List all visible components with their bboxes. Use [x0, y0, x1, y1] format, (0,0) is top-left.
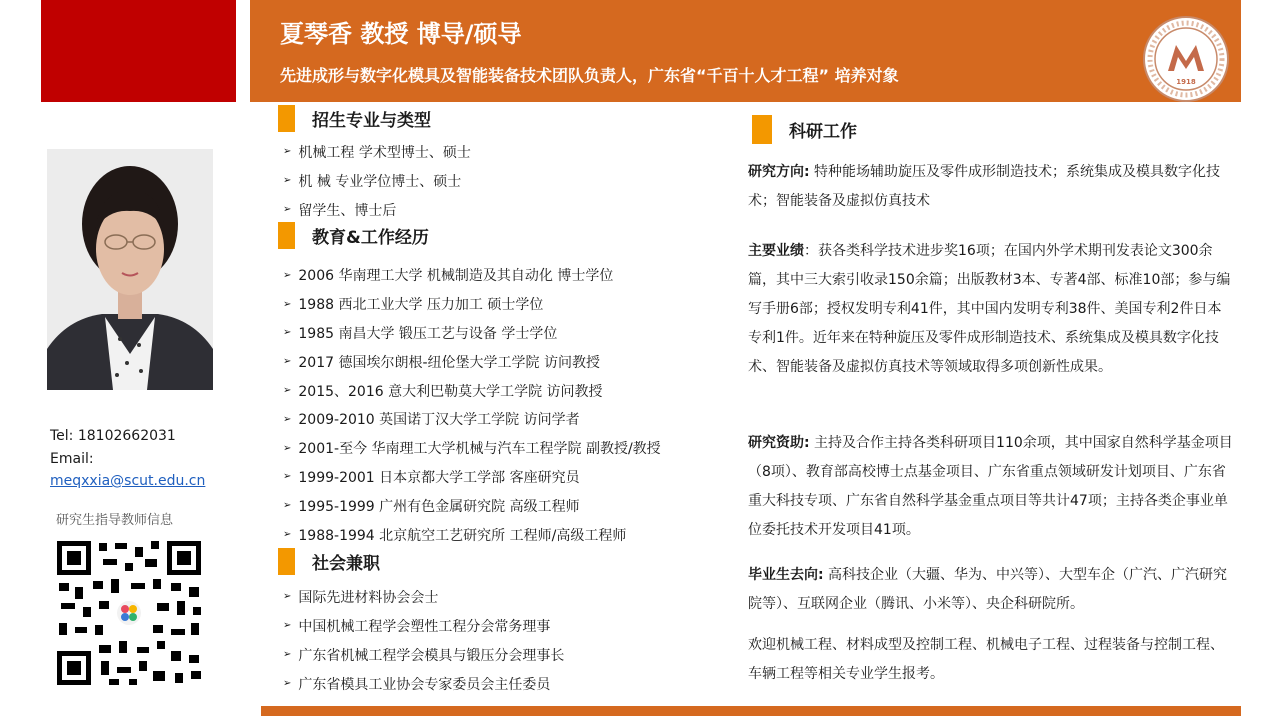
arrow-bullet-icon: ➢: [283, 591, 292, 602]
list-item: ➢ 机 械 专业学位博士、硕士: [283, 173, 462, 190]
list-item: ➢ 2015、2016 意大利巴勒莫大学工学院 访问教授: [283, 383, 603, 400]
list-item: ➢ 2017 德国埃尔朗根-纽伦堡大学工学院 访问教授: [283, 354, 600, 371]
list-item: ➢ 1988 西北工业大学 压力加工 硕士学位: [283, 297, 544, 314]
social-list: [283, 582, 564, 698]
arrow-bullet-icon: ➢: [283, 529, 292, 541]
section-title: 科研工作: [789, 122, 857, 142]
section-research: [752, 115, 857, 144]
list-item: ➢ 1995-1999 广州有色金属研究院 高级工程师: [283, 498, 580, 515]
section-title: 教育&工作经历: [312, 228, 429, 248]
tel-text: Tel: 18102662031: [50, 428, 176, 444]
list-item: ➢ 广东省机械工程学会模具与锻压分会理事长: [283, 647, 565, 664]
list-item: ➢ 留学生、博士后: [283, 202, 397, 219]
arrow-bullet-icon: ➢: [283, 385, 292, 397]
arrow-bullet-icon: ➢: [283, 204, 292, 215]
list-item: ➢ 2006 华南理工大学 机械制造及其自动化 博士学位: [283, 268, 614, 285]
education-list: [283, 261, 661, 549]
page-subtitle: 先进成形与数字化模具及智能装备技术团队负责人，广东省“千百十人才工程” 培养对象: [280, 66, 899, 85]
section-marker: [278, 222, 295, 249]
arrow-bullet-icon: ➢: [283, 356, 292, 368]
admission-list: [283, 137, 471, 224]
research-achievements: 主要业绩：获各类科学技术进步奖16项；在国内外学术期刊发表论文300余篇，其中三大索引收录150余篇；出版教材3本、专著4部、标准10部；参与编写手册6部；授权发明专利41件，其中国内发明专利38件、美国专利2件日本专利1件。近年来在特种旋压及零件成形制造技术、系统集成及模具数字化技术、智能装备及虚拟仿真技术等领域取得多项创新性成果。: [748, 243, 1231, 375]
arrow-bullet-icon: ➢: [283, 175, 292, 186]
portrait-photo: [47, 149, 213, 390]
welcome-text: 欢迎机械工程、材料成型及控制工程、机械电子工程、过程装备与控制工程、车辆工程等相关专业学生报考。: [748, 637, 1224, 682]
research-funding: 研究资助: 主持及合作主持各类科研项目110余项，其中国家自然科学基金项目 （8项）、教育部高校博士点基金项目、广东省重点领域研发计划项目、广东省重大科技专项、广东省自然科学基金重点项目等共计47项；主持各类企事业单位委托技术开发项目41项。: [748, 435, 1233, 538]
arrow-bullet-icon: ➢: [283, 620, 292, 631]
research-direction: 研究方向: 特种能场辅助旋压及零件成形制造技术；系统集成及模具数字化技术；智能装备及虚拟仿真技术: [748, 164, 1221, 209]
section-title: 社会兼职: [312, 554, 380, 574]
arrow-bullet-icon: ➢: [283, 678, 292, 689]
section-social: [278, 548, 380, 575]
list-item: ➢ 1988-1994 北京航空工艺研究所 工程师/高级工程师: [283, 527, 627, 544]
section-education: [278, 222, 429, 249]
email-link[interactable]: meqxxia@scut.edu.cn: [50, 473, 206, 489]
list-item: ➢ 国际先进材料协会会士: [283, 589, 439, 606]
graduate-destinations: 毕业生去向: 高科技企业（大疆、华为、中兴等）、大型车企（广汽、广汽研究院等）、互联网企业（腾讯、小米等）、央企科研院所。: [748, 567, 1228, 612]
section-marker: [278, 548, 295, 575]
section-marker: [752, 115, 772, 144]
bottom-bar: [261, 706, 1241, 716]
list-item: ➢ 2009-2010 英国诺丁汉大学工学院 访问学者: [283, 412, 580, 429]
qr-caption: 研究生指导教师信息: [56, 513, 174, 528]
section-marker: [278, 105, 295, 132]
arrow-bullet-icon: ➢: [283, 269, 292, 281]
arrow-bullet-icon: ➢: [283, 298, 292, 310]
university-emblem-icon: [1142, 15, 1230, 103]
list-item: ➢ 1999-2001 日本京都大学工学部 客座研究员: [283, 469, 580, 486]
logo-year: 1918: [1176, 78, 1196, 86]
arrow-bullet-icon: ➢: [283, 442, 292, 454]
list-item: ➢ 2001-至今 华南理工大学机械与汽车工程学院 副教授/教授: [283, 441, 661, 458]
arrow-bullet-icon: ➢: [283, 146, 292, 157]
list-item: ➢ 机械工程 学术型博士、硕士: [283, 144, 471, 161]
page-title: 夏琴香 教授 博导/硕导: [280, 20, 522, 48]
arrow-bullet-icon: ➢: [283, 327, 292, 339]
arrow-bullet-icon: ➢: [283, 413, 292, 425]
section-title: 招生专业与类型: [312, 111, 431, 131]
arrow-bullet-icon: ➢: [283, 471, 292, 483]
list-item: ➢ 广东省模具工业协会专家委员会主任委员: [283, 676, 551, 693]
section-admission: [278, 105, 431, 132]
qr-code: [53, 537, 205, 689]
list-item: ➢ 1985 南昌大学 锻压工艺与设备 学士学位: [283, 325, 558, 342]
email-label: Email:: [50, 451, 94, 467]
arrow-bullet-icon: ➢: [283, 649, 292, 660]
red-accent-block: [41, 0, 236, 102]
list-item: ➢ 中国机械工程学会塑性工程分会常务理事: [283, 618, 551, 635]
arrow-bullet-icon: ➢: [283, 500, 292, 512]
